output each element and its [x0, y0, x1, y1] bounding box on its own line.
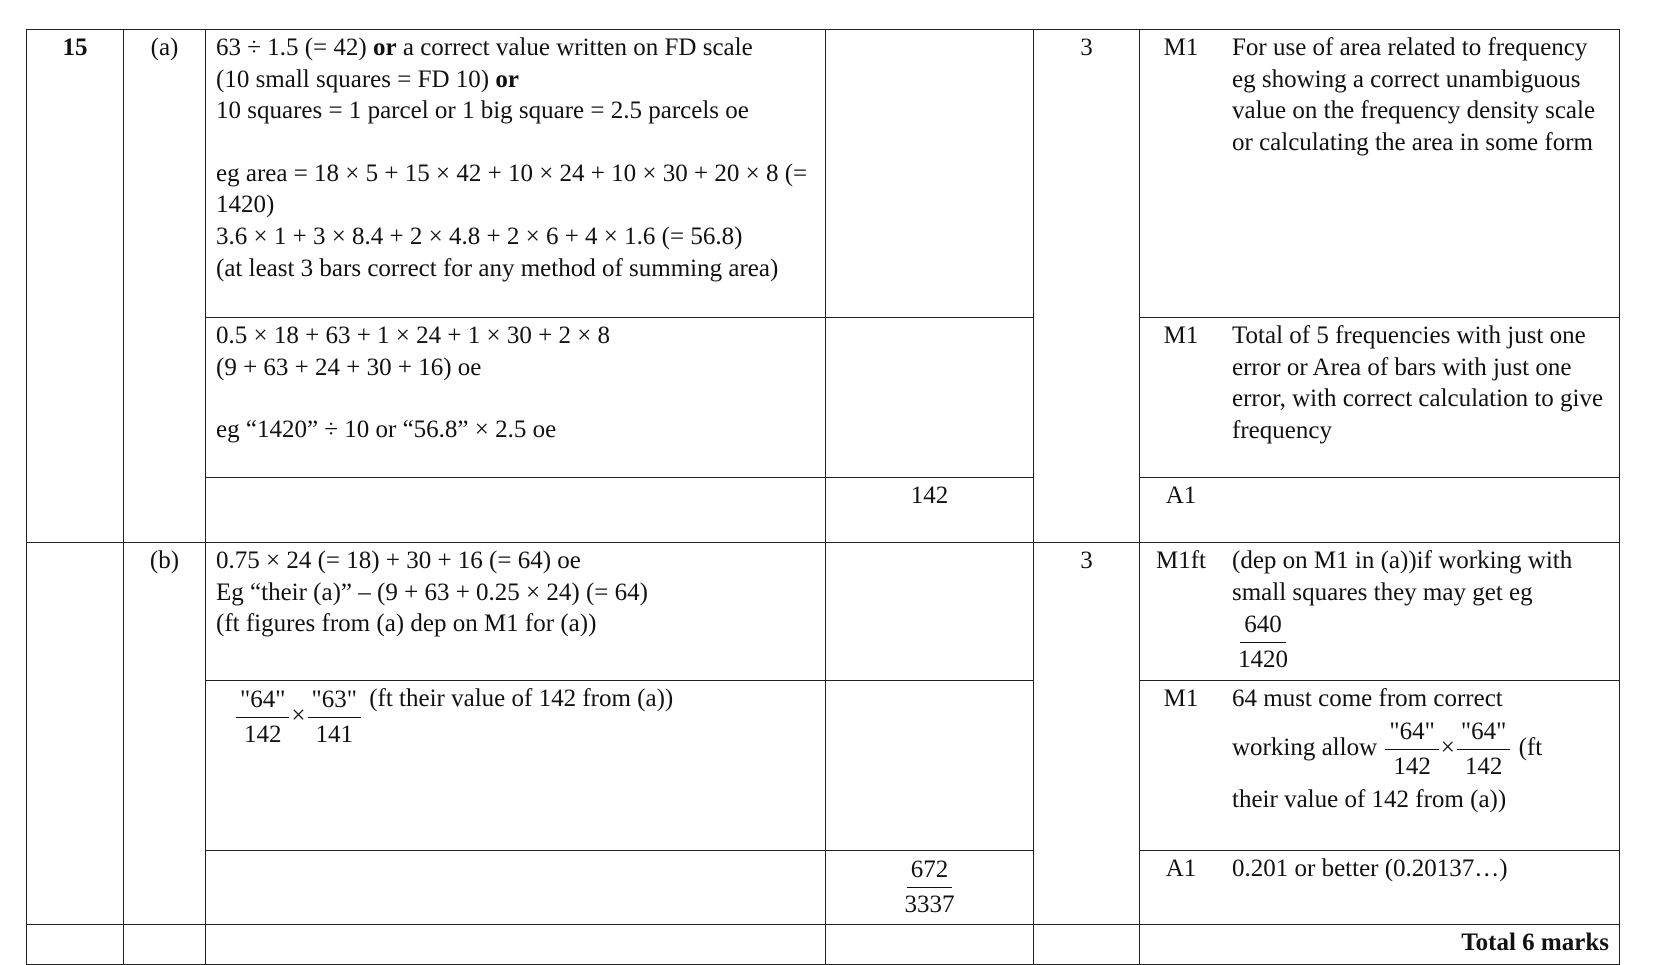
notes-cell-a3: [1140, 478, 1620, 543]
working-line: (10 small squares = FD 10) or: [216, 65, 519, 93]
working-fraction-2: $\frac{"63"}{141}$: [308, 683, 361, 752]
question-cell-empty: [27, 681, 124, 851]
answer-cell-a2: [826, 318, 1034, 478]
mark-code: M1: [1163, 34, 1199, 61]
mark-code: A1: [1165, 855, 1197, 882]
marks-b: 3: [1034, 543, 1140, 681]
mark-note: (dep on M1 in (a))if working with small squares they may get eg: [1232, 547, 1573, 606]
note-fraction: $\frac{640}{1420}$: [1234, 608, 1292, 677]
marks-cell-empty: [1034, 925, 1140, 965]
part-cell-empty: [124, 681, 206, 851]
working-line: Eg “their (a)” – (9 + 63 + 0.25 × 24) (= 64): [216, 578, 648, 606]
working-line: (ft their value of 142 from (a)): [362, 685, 674, 712]
total-marks: Total 6 marks: [1140, 925, 1620, 965]
mark-note: 64 must come from correct: [1232, 685, 1503, 712]
marks-cell-empty: [1034, 681, 1140, 851]
marks-cell-empty: [1034, 851, 1140, 925]
mark-scheme-sheet: [26, 29, 1619, 965]
part-label-a: (a): [124, 30, 206, 318]
question-cell-empty: [27, 925, 124, 965]
working-line: 10 squares = 1 parcel or 1 big square = 2.5 parcels oe: [216, 97, 749, 125]
mark-note: Total of 5 frequencies with just one error or Area of bars with just one error, with correct calculation to give frequency: [1232, 322, 1604, 444]
working-fraction-1: $\frac{"64"}{142}$: [236, 683, 289, 752]
working-line: 3.6 × 1 + 3 × 8.4 + 2 × 4.8 + 2 × 6 + 4 × 1.6 (= 56.8): [216, 222, 743, 250]
answer-cell-a1: [826, 30, 1034, 318]
part-cell-empty: [124, 925, 206, 965]
table-row-a3: [27, 478, 1620, 543]
notes-cell-b3: [1140, 851, 1620, 925]
notes-cell-a2: [1140, 318, 1620, 478]
mark-note: For use of area related to frequency eg showing a correct unambiguous value on the frequency density scale or calculating the area in some form: [1232, 34, 1596, 156]
working-cell-empty: [206, 925, 826, 965]
table-row-a1: [27, 30, 1620, 318]
mark-code: A1: [1165, 482, 1197, 509]
mark-code: M1: [1163, 322, 1199, 349]
part-label-b: (b): [124, 543, 206, 681]
part-cell-empty: [124, 478, 206, 543]
working-cell-a1: [206, 30, 826, 318]
question-cell-empty: [27, 543, 124, 681]
working-cell-a2: [206, 318, 826, 478]
table-row-a2: [27, 318, 1620, 478]
working-line: (9 + 63 + 24 + 30 + 16) oe: [216, 353, 482, 381]
answer-cell-b1: [826, 543, 1034, 681]
working-line: (at least 3 bars correct for any method of summing area): [216, 254, 779, 282]
part-cell-empty: [124, 318, 206, 478]
question-cell-empty: [27, 318, 124, 478]
answer-b: [826, 851, 1034, 925]
table-row-b2: [27, 681, 1620, 851]
working-line: eg “1420” ÷ 10 or “56.8” × 2.5 oe: [216, 416, 557, 444]
table-row-total: [27, 925, 1620, 965]
mark-note: 0.201 or better (0.20137…): [1232, 855, 1508, 882]
marks-cell-empty: [1034, 318, 1140, 478]
note-fraction-2: $\frac{"64"}{142}$: [1457, 715, 1510, 784]
marks-cell-empty: [1034, 478, 1140, 543]
working-cell-b2: $\frac{"64"}{142}$ × $\frac{"63"}{141}$ (ft their value of 142 from (a)): [206, 681, 826, 851]
answer-fraction: $\frac{672}{3337}$: [901, 853, 959, 922]
mark-note: working allow $\frac{"64"}{142}$ × $\frac{"64"}{142}$ (ft: [1232, 715, 1609, 784]
working-cell-a3: [206, 478, 826, 543]
question-cell-empty: [27, 851, 124, 925]
working-line: 0.75 × 24 (= 18) + 30 + 16 (= 64) oe: [216, 547, 581, 574]
mark-code: M1ft: [1156, 547, 1206, 574]
working-line: (ft figures from (a) dep on M1 for (a)): [216, 610, 597, 638]
working-line: 0.5 × 18 + 63 + 1 × 24 + 1 × 30 + 2 × 8: [216, 322, 611, 349]
note-fraction-1: $\frac{"64"}{142}$: [1385, 715, 1438, 784]
question-cell-empty: [27, 478, 124, 543]
working-line: 63 ÷ 1.5 (= 42) or a correct value written on FD scale: [216, 34, 753, 61]
mark-note: their value of 142 from (a)): [1232, 785, 1507, 813]
working-cell-b1: [206, 543, 826, 681]
part-cell-empty: [124, 851, 206, 925]
working-line: eg area = 18 × 5 + 15 × 42 + 10 × 24 + 10 × 30 + 20 × 8 (= 1420): [216, 159, 808, 219]
table-row-b1: [27, 543, 1620, 681]
marks-a: 3: [1034, 30, 1140, 318]
answer-a: 142: [826, 478, 1034, 543]
mark-code: M1: [1163, 685, 1199, 712]
working-cell-b3: [206, 851, 826, 925]
answer-cell-b2: [826, 681, 1034, 851]
question-number: 15: [27, 30, 124, 318]
answer-cell-empty: [826, 925, 1034, 965]
notes-cell-a1: [1140, 30, 1620, 318]
notes-cell-b2: [1140, 681, 1620, 851]
mark-scheme-table: [26, 29, 1620, 965]
table-row-b3: [27, 851, 1620, 925]
notes-cell-b1: [1140, 543, 1620, 681]
